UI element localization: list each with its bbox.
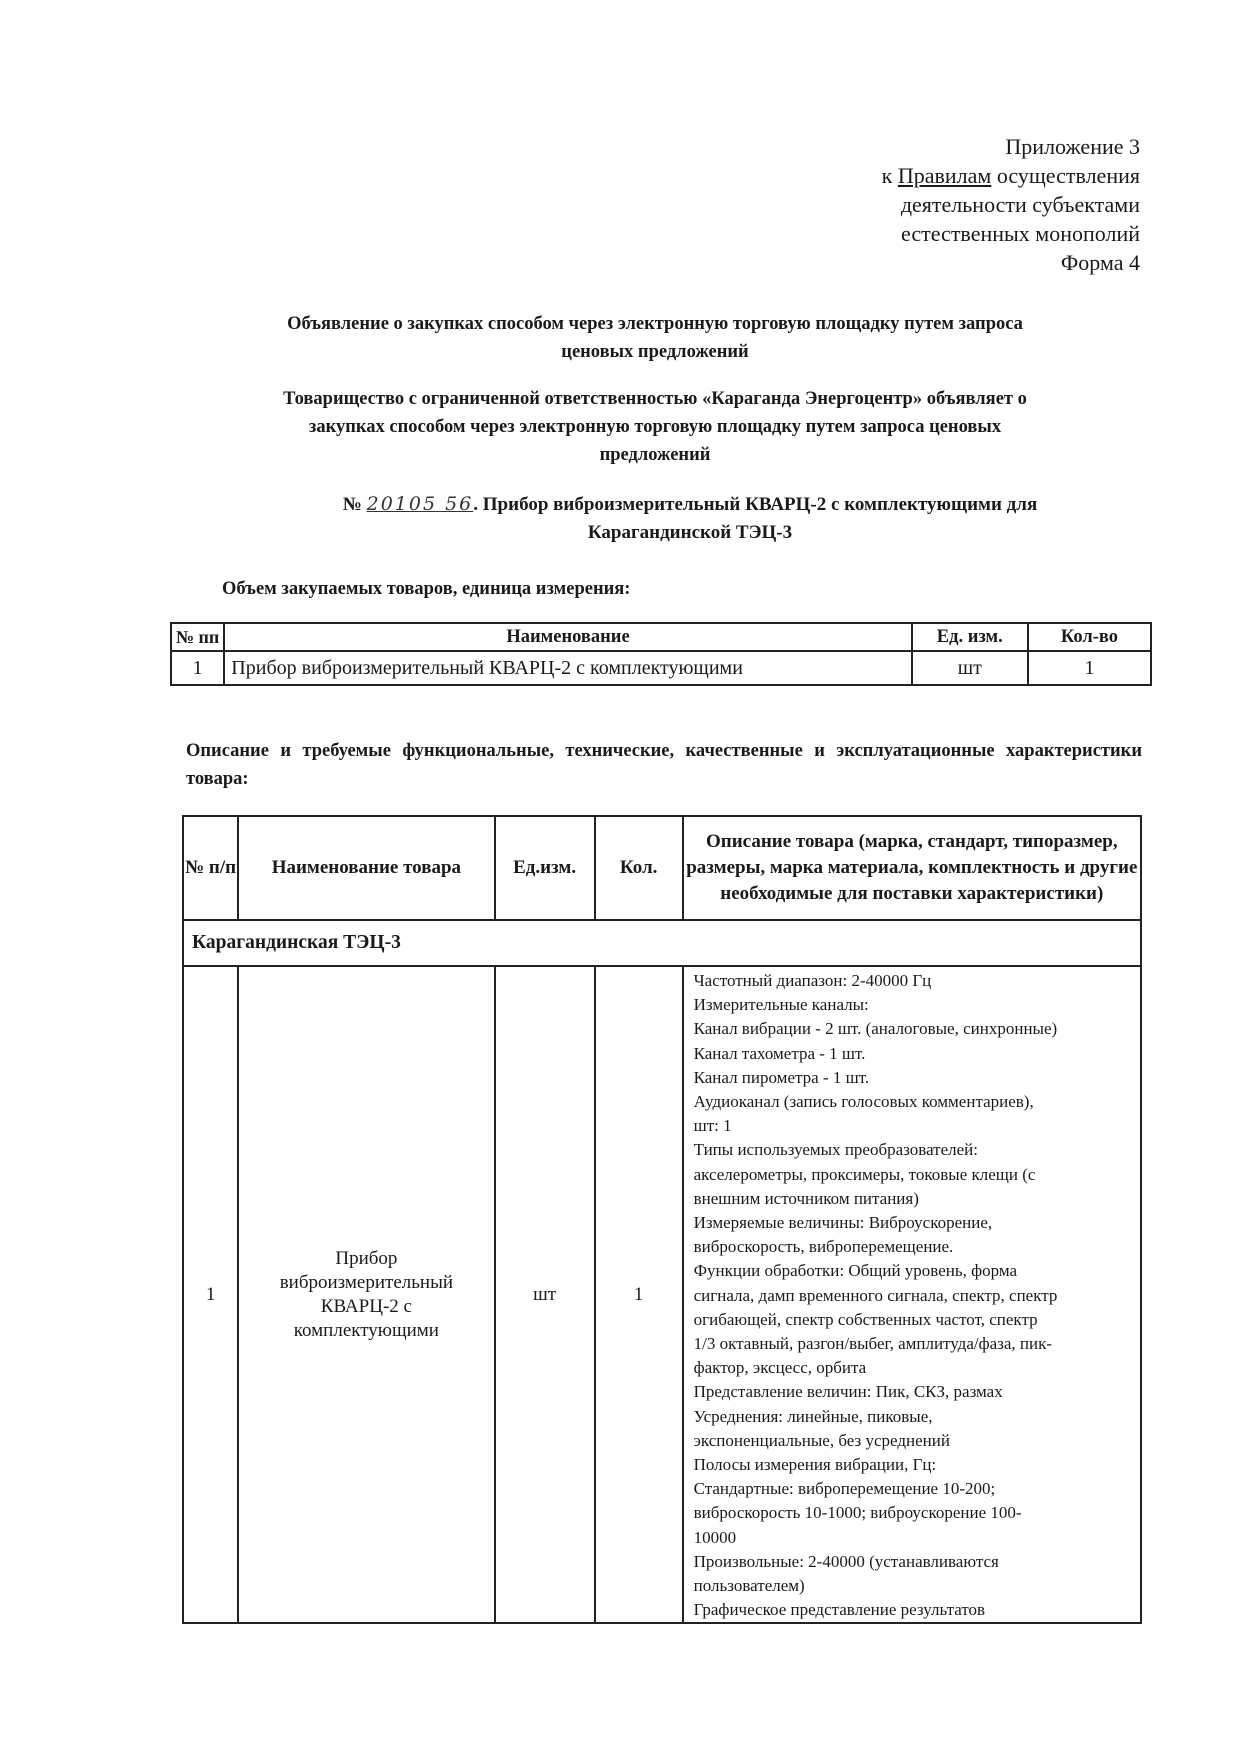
volume-table xyxy=(170,622,1152,686)
spec-header-row xyxy=(183,816,1141,920)
volume-col-name: Наименование xyxy=(224,623,911,651)
description-line: 1/3 октавный, разгон/выбег, амплитуда/фаза, пик- xyxy=(693,1334,1053,1354)
volume-col-unit: Ед. изм. xyxy=(912,623,1028,651)
appendix-header xyxy=(760,132,1140,277)
organization-statement-line-3: предложений xyxy=(599,445,711,465)
description-line: Аудиоканал (запись голосовых комментариев), xyxy=(693,1092,1034,1112)
description-line: Канал вибрации - 2 шт. (аналоговые, синхронные) xyxy=(693,1019,1058,1039)
table-row xyxy=(183,966,1141,1623)
description-line: Канал тахометра - 1 шт. xyxy=(693,1043,866,1063)
description-line: сигнала, дамп временного сигнала, спектр, спектр xyxy=(693,1285,1058,1305)
announcement-title xyxy=(180,310,1130,366)
volume-col-qty: Кол-во xyxy=(1028,623,1151,651)
header-line-4: естественных монополий xyxy=(901,221,1140,246)
description-line: шт: 1 xyxy=(693,1116,732,1136)
description-line: Канал пирометра - 1 шт. xyxy=(693,1067,870,1087)
lot-title-line-1 xyxy=(230,490,1150,519)
description-line: Частотный диапазон: 2-40000 Гц xyxy=(693,971,932,990)
announcement-title-line-1: Объявление о закупках способом через электронную торговую площадку путем запроса xyxy=(287,314,1023,334)
spec-cell-qty: 1 xyxy=(595,966,683,1623)
description-line: Полосы измерения вибрации, Гц: xyxy=(693,1455,937,1475)
form-number: Форма 4 xyxy=(1060,250,1140,275)
announcement-title-line-2: ценовых предложений xyxy=(561,342,749,362)
description-line: Измерительные каналы: xyxy=(693,995,869,1015)
volume-cell-no: 1 xyxy=(171,651,224,685)
spec-col-name: Наименование товара xyxy=(238,816,494,920)
description-line: виброскорость 10-1000; виброускорение 100- xyxy=(693,1503,1022,1523)
rules-suffix: осуществления xyxy=(991,163,1140,188)
specification-table xyxy=(182,815,1142,1624)
spec-cell-unit: шт xyxy=(495,966,595,1623)
volume-cell-name: Прибор виброизмерительный КВАРЦ-2 с комплектующими xyxy=(224,651,911,685)
description-line: пользователем) xyxy=(693,1576,805,1596)
lot-title-text: . Прибор виброизмерительный КВАРЦ-2 с комплектующими для xyxy=(473,494,1038,515)
spec-cell-name: Прибор виброизмерительный КВАРЦ-2 с комплектующими xyxy=(238,966,494,1623)
lot-number-handwritten: 20105 56 xyxy=(366,493,474,515)
volume-label: Объем закупаемых товаров, единица измерения: xyxy=(222,579,631,599)
description-line: 10000 xyxy=(693,1527,737,1547)
volume-table-header-row xyxy=(171,623,1151,651)
spec-group-label: Карагандинская ТЭЦ-3 xyxy=(183,920,1141,966)
description-line: фактор, эксцесс, орбита xyxy=(693,1358,867,1378)
description-line: Усреднения: линейные, пиковые, xyxy=(693,1406,933,1426)
spec-col-description: Описание товара (марка, стандарт, типоразмер, размеры, марка материала, комплектность и другие необходимые для поставки характеристики) xyxy=(683,816,1141,920)
description-line: Типы используемых преобразователей: xyxy=(693,1140,979,1160)
rules-link[interactable]: Правилам xyxy=(897,163,992,188)
description-line: экспоненциальные, без усреднений xyxy=(693,1430,950,1450)
description-line: Графическое представление результатов xyxy=(693,1600,986,1620)
appendix-number: Приложение 3 xyxy=(1005,134,1140,159)
description-line: Представление величин: Пик, СКЗ, размах xyxy=(693,1382,1003,1402)
volume-cell-qty: 1 xyxy=(1028,651,1151,685)
description-line: внешним источником питания) xyxy=(693,1188,919,1208)
spec-col-qty: Кол. xyxy=(595,816,683,920)
description-line: акселерометры, проксимеры, токовые клещи (с xyxy=(693,1164,1036,1184)
rules-prefix: к xyxy=(881,163,898,188)
volume-cell-unit: шт xyxy=(912,651,1028,685)
organization-statement-line-2: закупках способом через электронную торговую площадку путем запроса ценовых xyxy=(308,417,1002,437)
rules-reference xyxy=(760,161,1140,190)
description-label: Описание и требуемые функциональные, технические, качественные и эксплуатационные характеристики товара: xyxy=(186,741,1142,789)
spec-col-unit: Ед.изм. xyxy=(495,816,595,920)
description-line: огибающей, спектр собственных частот, спектр xyxy=(693,1309,1038,1329)
description-line: Функции обработки: Общий уровень, форма xyxy=(693,1261,1018,1281)
lot-title xyxy=(230,490,1150,547)
organization-statement xyxy=(180,385,1130,469)
lot-number-prefix: № xyxy=(342,494,367,515)
spec-cell-description xyxy=(683,966,1141,1623)
spec-cell-no: 1 xyxy=(183,966,238,1623)
lot-title-line-2: Карагандинской ТЭЦ-3 xyxy=(587,522,793,543)
volume-col-no: № пп xyxy=(171,623,224,651)
organization-statement-line-1: Товарищество с ограниченной ответственностью «Караганда Энергоцентр» объявляет о xyxy=(283,389,1027,409)
description-line: Стандартные: виброперемещение 10-200; xyxy=(693,1479,996,1499)
description-line: Произвольные: 2-40000 (устанавливаются xyxy=(693,1551,999,1571)
description-line: Измеряемые величины: Виброускорение, xyxy=(693,1213,993,1233)
table-row xyxy=(171,651,1151,685)
header-line-3: деятельности субъектами xyxy=(900,192,1140,217)
spec-col-no: № п/п xyxy=(183,816,238,920)
description-line: виброскорость, виброперемещение. xyxy=(693,1237,954,1257)
spec-group-row xyxy=(183,920,1141,966)
